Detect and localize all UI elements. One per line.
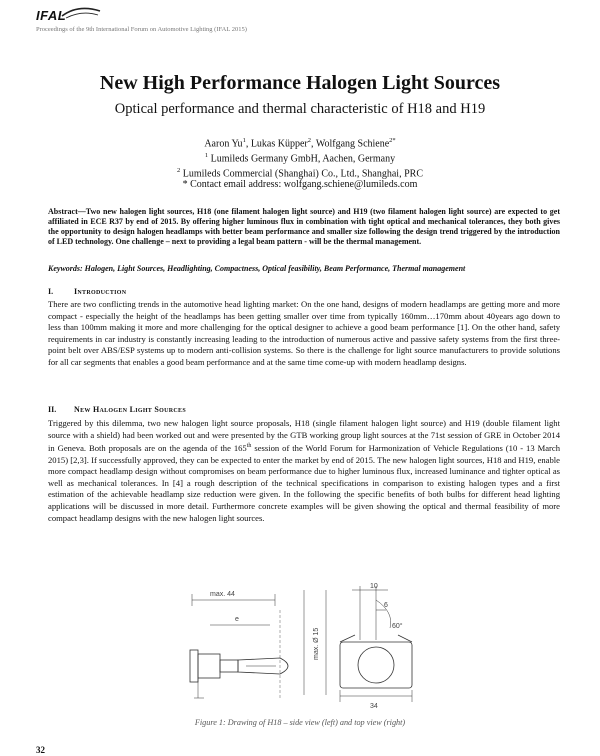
author-separator: , bbox=[311, 138, 316, 150]
author-name: Lukas Küpper bbox=[250, 138, 308, 150]
section-2-body bbox=[48, 418, 560, 524]
section-1-heading bbox=[48, 287, 126, 296]
section-1-body: There are two conflicting trends in the automotive head lighting market: On the one hand, designs of modern headlamps are getting more and more compact - especially the height of the headlamps has been getting smaller over time from typically 160mm…170mm about 40years ago down to less than 100mm making it more and more challenging for the optical designer to achieve a good beam performance [1]. On the other hand, safety requirements in car industry is constantly increasing leading to the introduction of numerous active and passive safety systems from the first three-point belt over ABS/ESP systems up to modern anti-collision systems. So there is the challenge for light source manufacturers to provide solutions for all car segments that enables a good beam performance and at the same time come-up with modern headlamp designs. bbox=[48, 299, 560, 367]
abstract: Abstract—Two new halogen light sources, H18 (one filament halogen light source) and H19 (two filament halogen light source) are expected to get affiliated in ECE R37 by end of 2015. By offering higher luminous flux in combination with tight optical and mechanical tolerances, they both gives the opportunity to design halogen headlamps with better beam performance and smaller size following the design trend triggered by the introduction of LED technology. One challenge – next to providing a legal beam pattern - will be the thermal management. bbox=[48, 207, 560, 246]
section-2-number: II. bbox=[48, 405, 57, 414]
side-view bbox=[190, 590, 326, 700]
author-name: Aaron Yu bbox=[204, 138, 243, 150]
author-separator: , bbox=[245, 138, 251, 150]
author-sup: 1 bbox=[242, 137, 246, 144]
dim-34: 34 bbox=[370, 703, 378, 710]
affiliation-1 bbox=[0, 150, 600, 165]
h18-drawing bbox=[180, 580, 420, 710]
affiliation-1-sup: 1 bbox=[204, 151, 209, 159]
author-sup: 2 bbox=[307, 137, 311, 144]
author-name: Wolfgang Schiene bbox=[315, 138, 390, 150]
section-2-body-sup: th bbox=[246, 443, 252, 450]
author-names bbox=[0, 135, 600, 150]
section-1-title: Introduction bbox=[74, 287, 127, 296]
page-number: 32 bbox=[36, 745, 45, 755]
ifal-logo: IFAL bbox=[36, 8, 67, 23]
section-1-number: I. bbox=[48, 287, 54, 296]
dim-max44: max. 44 bbox=[210, 591, 235, 598]
affiliation-2 bbox=[0, 165, 600, 180]
affiliation-1-text: Lumileds Germany GmbH, Aachen, Germany bbox=[210, 153, 396, 165]
ifal-logo-swoosh-icon bbox=[60, 6, 102, 20]
section-2-heading bbox=[48, 405, 186, 414]
dim-e: e bbox=[235, 616, 239, 623]
dim-60: 60° bbox=[392, 623, 403, 630]
dim-6: 6 bbox=[384, 602, 388, 609]
keywords: Keywords: Halogen, Light Sources, Headlighting, Compactness, Optical feasibility, Beam Performance, Thermal management bbox=[48, 264, 466, 273]
section-2-body-a: Triggered by this dilemma, two new halogen light source proposals, H18 (single filament halogen light source) and H19 (double filament light source with a shield) had been worked out and were presented by the GTB working group light sources at the 71st session of GRE in October 2014 in Geneva. Both proposals are on the agenda of the 165 bbox=[48, 418, 560, 454]
author-block bbox=[0, 135, 600, 191]
figure-caption: Figure 1: Drawing of H18 – side view (left) and top view (right) bbox=[194, 718, 406, 727]
paper-title: New High Performance Halogen Light Sources bbox=[99, 72, 501, 94]
dim-phi15: max. Ø 15 bbox=[313, 627, 320, 660]
proceedings-line: Proceedings of the 9th International Forum on Automotive Lighting (IFAL 2015) bbox=[36, 26, 247, 33]
paper-subtitle: Optical performance and thermal characteristic of H18 and H19 bbox=[114, 101, 486, 117]
section-2-title: New Halogen Light Sources bbox=[74, 405, 186, 414]
affiliation-2-text: Lumileds Commercial (Shanghai) Co., Ltd., Shanghai, PRC bbox=[182, 167, 423, 179]
affiliation-2-sup: 2 bbox=[176, 166, 181, 174]
author-sup: 2* bbox=[389, 137, 396, 144]
top-view bbox=[340, 586, 412, 702]
dim-10: 10 bbox=[370, 583, 378, 590]
contact-email: * Contact email address: wolfgang.schiene@lumileds.com bbox=[182, 179, 418, 191]
section-2-body-b: session of the World Forum for Harmonization of Vehicle Regulations (10 - 13 March 2015) [2,3]. If successfully approved, they can be expected to enter the market by end of 2015. The new halogen light sources, H18 and H19, enable more compact headlamp design without compromises on beam performance due to higher luminous flux, increased luminance and tighter optical as well as mechanical tolerances. In [4] a rough description of the technical specifications in comparison to existing halogen types and a first estimation of the achievable headlamp size reduction were given. In the following the specific benefits of both bulbs for different head lighting applications will be discussed in more detail. Furthermore concrete examples will be given showing the optical and thermal feasibility of more compact headlamp designs with the new halogen light sources. bbox=[48, 443, 560, 523]
